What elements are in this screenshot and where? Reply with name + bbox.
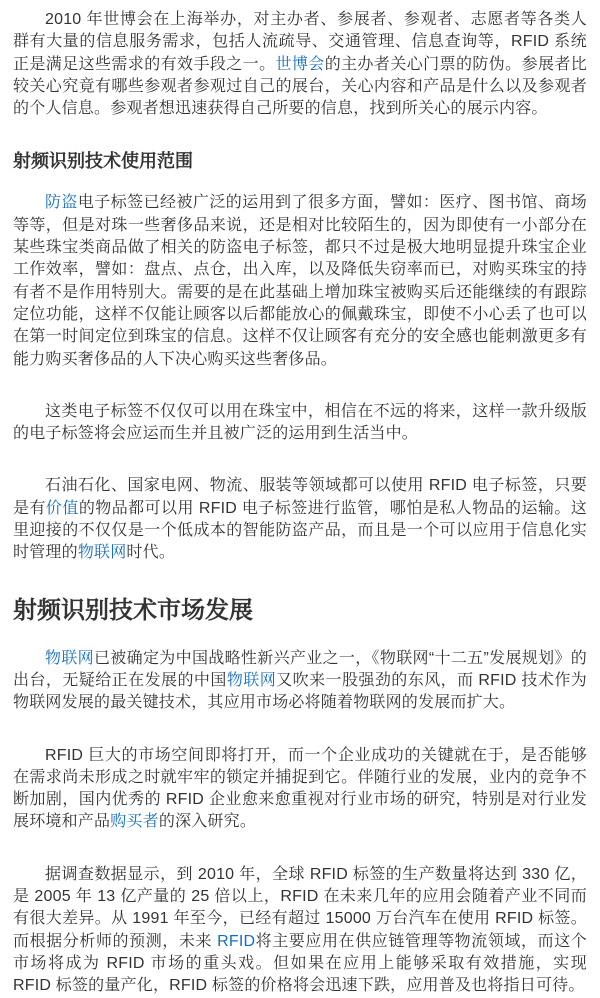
para-iot-policy [13,648,587,715]
text-run: 电子标签已经被广泛的运用到了很多方面，譬如：医疗、图书馆、商场等等，但是对珠一些奢侈品来说，还是相对比较陌生的，因为即使有一小部分在某些珠宝类商品做了相关的防盗电子标签，都只不过是极大地明显提升珠宝企业工作效率，譬如：盘点、点仓，出入库，以及降低失窃率而已，对购买珠宝的持有者不是作用特别大。需要的是在此基础上增加珠宝被购买后还能继续的有跟踪定位功能，这样不仅能让顾客以后都能放心的佩戴珠宝，即使不小心丢了也可以在第一时间定位到珠宝的信息。这样不仅让顾客有充分的安全感也能刺激更多有能力购买奢侈品的人下决心购买这些奢侈品。 [13,194,588,368]
link-value[interactable]: 价值 [45,499,79,517]
para-industries [13,475,587,564]
link-rfid[interactable]: RFID [217,932,256,950]
heading-market-development: 射频识别技术市场发展 [13,596,253,624]
text-run: 又吹来一股强劲的东风，而 RFID 技术作为物联网发展的最关键技术，其应用市场必将随着物联网的发展而扩大。 [13,671,587,712]
para-market-space [13,745,587,834]
text-run: 的主办者关心门票的防伪。参展者比较关心究竟有哪些参观者参观过自己的展台，关心内容和产品是什么以及参观者的个人信息。参观者想迅速获得自己所要的信息，找到所关心的展示内容。 [13,55,588,118]
text-run: 这类电子标签不仅仅可以用在珠宝中，相信在不远的将来，这样一款升级版的电子标签将会应运而生并且被广泛的运用到生活当中。 [13,402,587,443]
text-run: 已被确定为中国战略性新兴产业之一，《物联网“十二五”发展规划》的出台，无疑给正在发展的中国 [13,649,587,689]
link-iot-1[interactable]: 物联网 [77,544,127,562]
link-buyer[interactable]: 购买者 [110,813,159,831]
para-upgrade-tags [13,401,587,446]
link-iot-3[interactable]: 物联网 [226,671,277,689]
text-run: 的深入研究。 [158,813,257,831]
para-expo-2010 [13,9,587,120]
text-run: 石油石化、国家电网、物流、服装等领域都可以使用 RFID 电子标签，只要是有 [13,477,587,517]
link-iot-2[interactable]: 物联网 [45,649,94,667]
text-run: 将主要应用在供应链管理等物流领域，而这个市场将成为 RFID 市场的重头戏。但如果在应用上能够采取有效措施，实现 RFID 标签的量产化，RFID 标签的价格将会迅速下跌，应用普及也将指日可待。 [13,932,587,995]
text-run: 2010 年世博会在上海举办，对主办者、参展者、参观者、志愿者等各类人群有大量的信息服务需求，包括人流疏导、交通管理、信息查询等，RFID 系统正是满足这些需求的有效手段之一。 [13,11,587,73]
heading-usage-scope: 射频识别技术使用范围 [13,151,193,172]
text-run: 的物品都可以用 RFID 电子标签进行监管，哪怕是私人物品的运输。这里迎接的不仅仅是一个低成本的智能防盗产品，而且是一个可以应用于信息化实时管理的 [13,499,587,562]
link-anti-theft[interactable]: 防盗 [45,194,78,212]
link-expo[interactable]: 世博会 [275,55,325,73]
text-run: 据调查数据显示，到 2010 年，全球 RFID 标签的生产数量将达到 330 亿，是 2005 年 13 亿产量的 25 倍以上，RFID 在未来几年的应用会随着产业不同而有很大差异。从 1991 年至今，已经有超过 15000 万台汽车在使用 RFID 标签。而根据分析师的预测，未来 [13,865,587,950]
text-run: 时代。 [126,544,176,562]
text-run: RFID 巨大的市场空间即将打开，而一个企业成功的关键就在于，是否能够在需求尚未形成之时就牢牢的锁定并捕捉到它。伴随行业的发展，业内的竞争不断加剧，国内优秀的 RFID 企业愈来愈重视对行业市场的研究，特别是对行业发展环境和产品 [13,746,587,831]
para-anti-theft-tags [13,192,587,370]
